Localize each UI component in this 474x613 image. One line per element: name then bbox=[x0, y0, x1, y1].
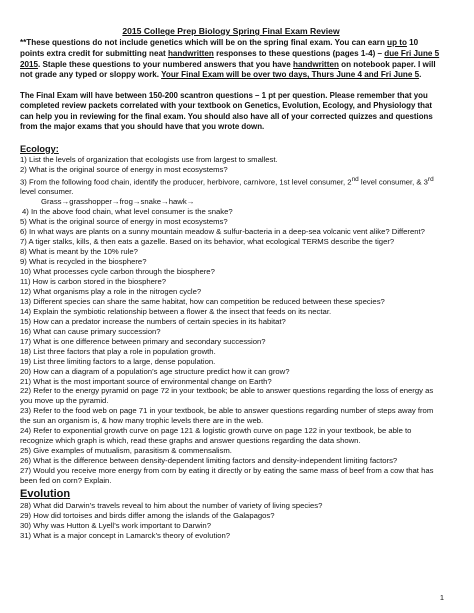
question-19: 19) List three limiting factors to a large, dense population. bbox=[20, 356, 216, 366]
question-26: 26) What is the difference between density-dependent limiting factors and density-independent limiting factors? bbox=[20, 456, 398, 466]
question-4: 4) In the above food chain, what level consumer is the snake? bbox=[22, 207, 233, 217]
intro-paragraph: **These questions do not include genetics which will be on the spring final exam. You can earn up to 10 points extra credit for submitting neat handwritten responses to these questions (pages 1-4) – due Fri June 5 2015. Staple these questions to your numbered answers that you have handwritten on notebook paper. I will not grade any typed or sloppy work. Your Final Exam will be over two days, Thurs June 4 and Fri June 5. bbox=[20, 38, 440, 80]
question-15: 15) How can a predator increase the numbers of certain species in its habitat? bbox=[20, 316, 286, 326]
question-25: 25) Give examples of mutualism, parasitism & commensalism. bbox=[20, 446, 232, 456]
question-31: 31) What is a major concept in Lamarck’s theory of evolution? bbox=[20, 530, 231, 540]
question-16: 16) What can cause primary succession? bbox=[20, 326, 161, 336]
question-22: 22) Refer to the energy pyramid on page 72 in your textbook; be able to answer questions regarding the loss of energy as you move up the pyramid. bbox=[20, 386, 434, 406]
final-exam-note: The Final Exam will have between 150-200 scantron questions – 1 pt per question. Please remember that you completed review packets correlated with your textbook on Genetics, Evolution, Ecology, and Physiology that can help you in reviewing for the final exam. You should also have all of your corrected quizzes and questions from the major exams that you should have that you wrote down. bbox=[20, 91, 433, 131]
question-21: 21) What is the most important source of environmental change on Earth? bbox=[20, 376, 272, 386]
question-11: 11) How is carbon stored in the biosphere? bbox=[20, 277, 167, 286]
question-1: 1) List the levels of organization that ecologists use from largest to smallest. bbox=[20, 155, 278, 164]
document-title: 2015 College Prep Biology Spring Final Exam Review bbox=[122, 26, 340, 36]
question-17: 17) What is one difference between primary and secondary succession? bbox=[20, 336, 266, 346]
ecology-heading: Ecology: bbox=[20, 144, 59, 154]
page-number: 1 bbox=[439, 593, 444, 602]
question-8: 8) What is meant by the 10% rule? bbox=[20, 247, 138, 257]
question-18: 18) List three factors that play a role in population growth. bbox=[20, 346, 216, 356]
question-2: 2) What is the original source of energy in most ecosystems? bbox=[20, 164, 228, 174]
question-29: 29) How did tortoises and birds differ among the islands of the Galapagos? bbox=[20, 510, 275, 520]
question-23: 23) Refer to the food web on page 71 in your textbook, be able to answer questions regarding number of steps away from the sun an organism is, & how many trophic levels there are in the web. bbox=[20, 406, 434, 426]
question-12: 12) What organisms play a role in the nitrogen cycle? bbox=[20, 286, 202, 296]
question-10: 10) What processes cycle carbon through the biosphere? bbox=[20, 267, 215, 277]
question-30: 30) Why was Hutton & Lyell’s work important to Darwin? bbox=[20, 520, 211, 530]
question-14: 14) Explain the symbiotic relationship between a flower & the insect that feeds on its nectar. bbox=[20, 306, 332, 316]
evolution-heading: Evolution bbox=[20, 488, 71, 501]
question-3: 3) From the following food chain, identify the producer, herbivore, carnivore, 1st level consumer, 2nd level consumer, & 3rd level consumer. bbox=[20, 175, 434, 197]
question-7: 7) A tiger stalks, kills, & then eats a gazelle. Based on its behavior, what ecological TERMS describe the tiger? bbox=[20, 237, 395, 247]
question-5: 5) What is the original source of energy in most ecosystems? bbox=[20, 217, 228, 227]
question-24: 24) Refer to exponential growth curve on page 121 & logistic growth curve on page 122 in your textbook, be able to recognize which graph is which, read these graphs and answer questions regarding the data shown. bbox=[20, 426, 412, 446]
question-9: 9) What is recycled in the biosphere? bbox=[20, 257, 147, 267]
question-13: 13) Different species can share the same habitat, how can competition be reduced between these species? bbox=[20, 296, 385, 306]
question-28: 28) What did Darwin’s travels reveal to him about the number of variety of living species? bbox=[20, 501, 323, 511]
question-20: 20) How can a diagram of a population’s age structure predict how it can grow? bbox=[20, 366, 290, 376]
food-chain: Grass→grasshopper→frog→snake→hawk→ bbox=[41, 197, 195, 207]
question-27: 27) Would you receive more energy from corn by eating it directly or by eating the same mass of beef from a cow that has been fed on corn? Explain. bbox=[20, 466, 434, 486]
question-6: 6) In what ways are plants on a sunny mountain meadow & sulfur-bacteria in a deep-sea volcanic vent alike? Different? bbox=[20, 227, 425, 237]
